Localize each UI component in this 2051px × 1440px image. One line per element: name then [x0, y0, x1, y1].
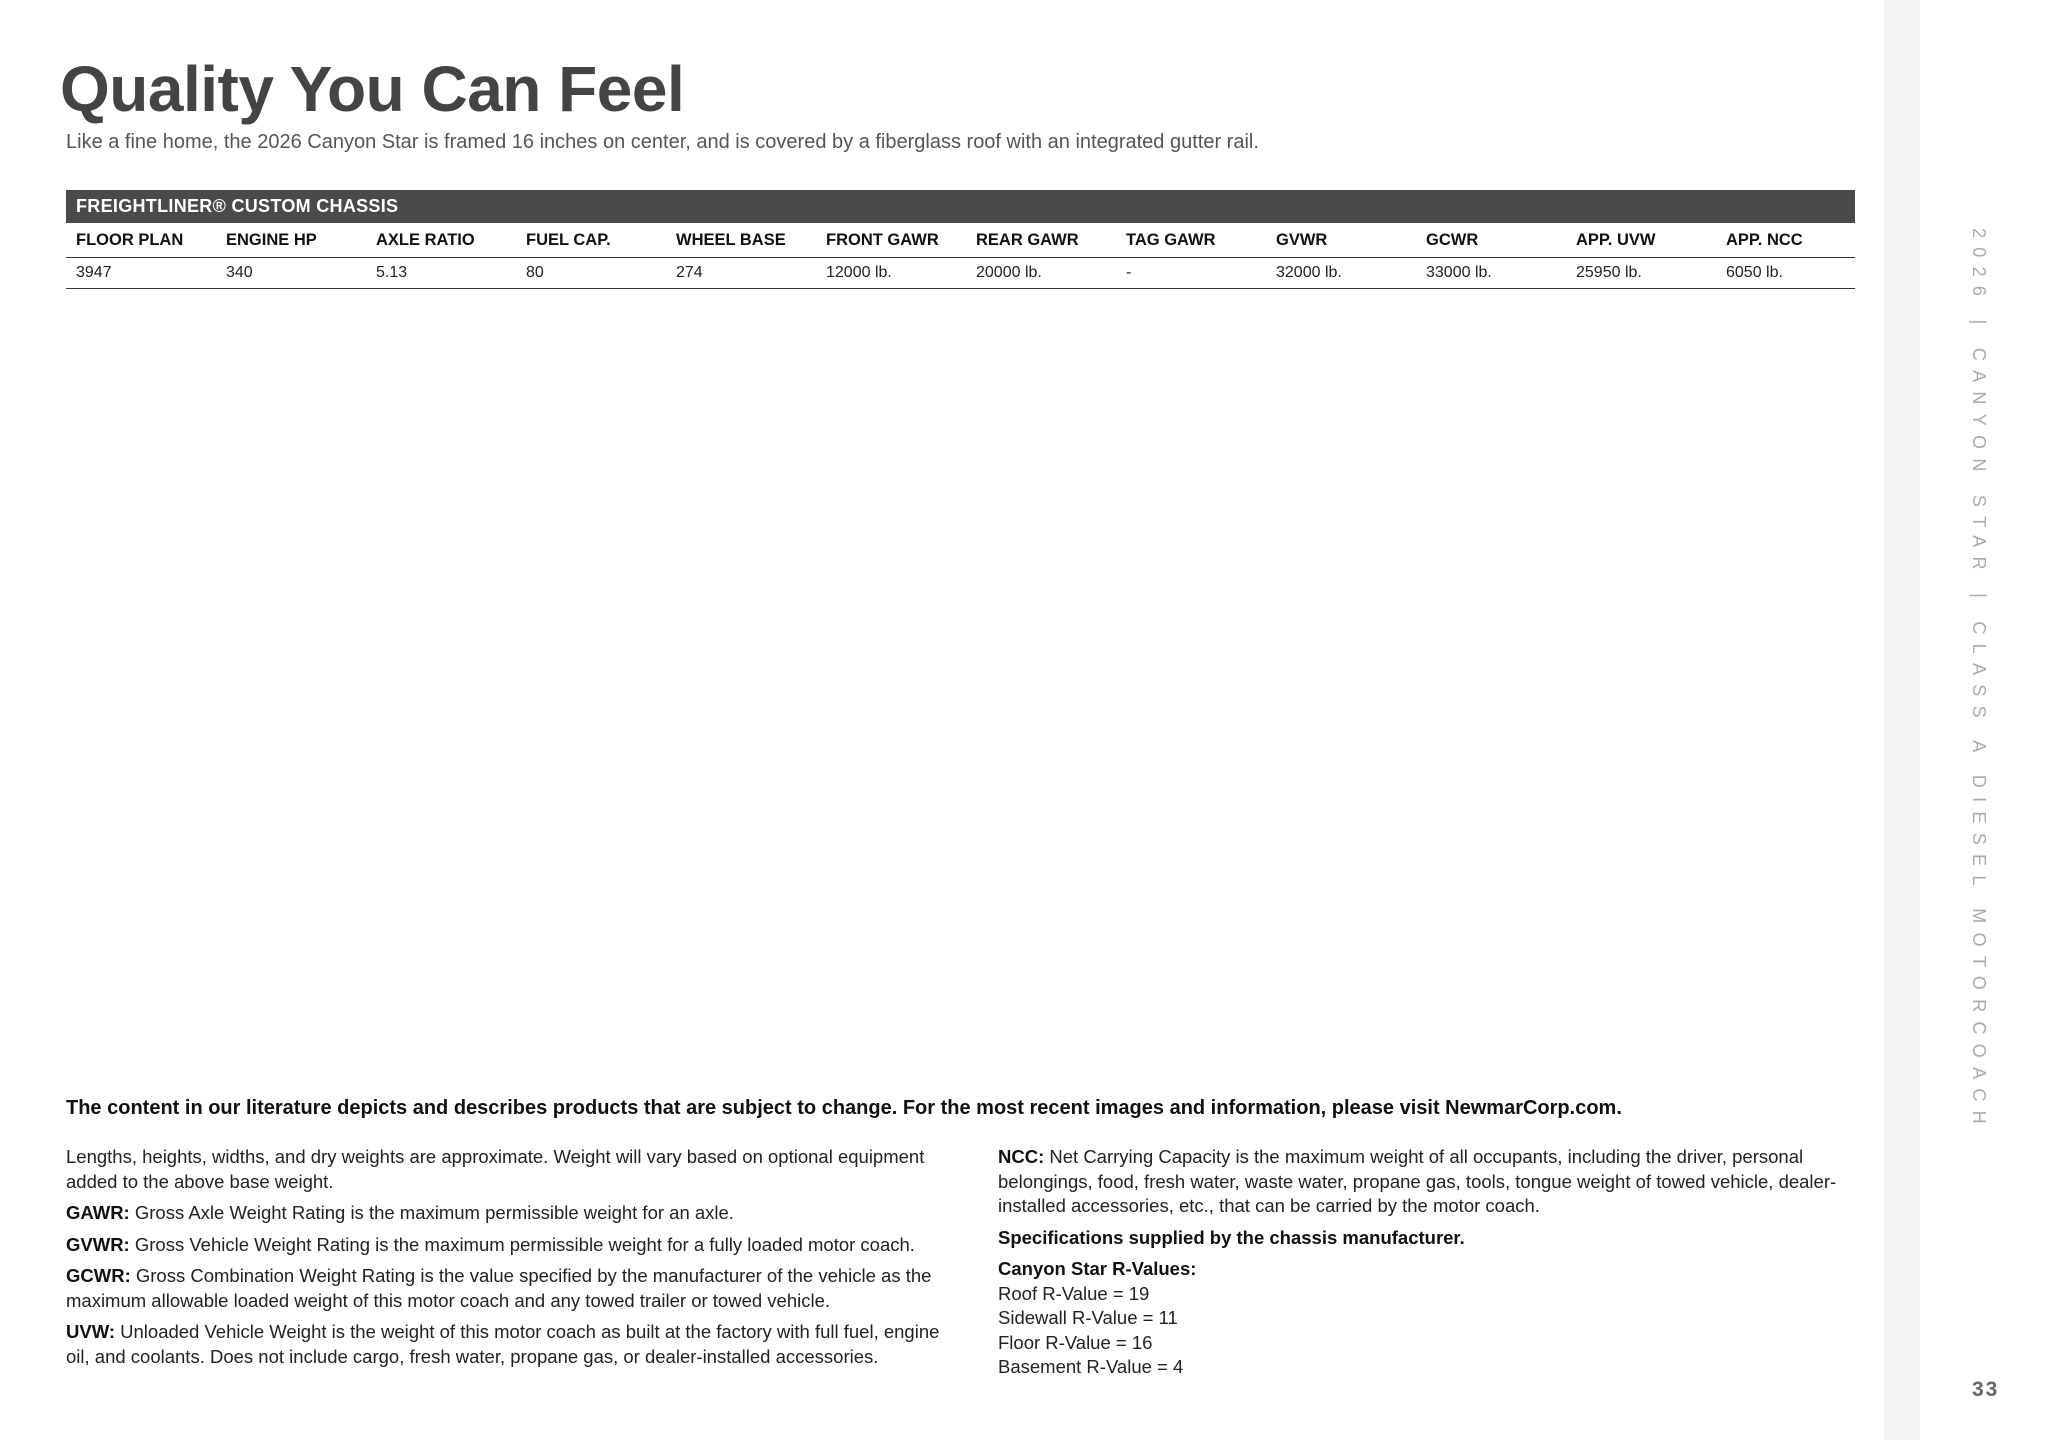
uvw-text: Unloaded Vehicle Weight is the weight of this motor coach as built at the factory with full fuel, engine oil, and coolants. Does not include cargo, fresh water, propane gas, or dealer-installed accessories. — [66, 1321, 940, 1367]
ncc-text: Net Carrying Capacity is the maximum weight of all occupants, including the driver, personal belongings, food, fresh water, waste water, propane gas, tools, tongue weight of towed vehicle, dealer-installed accessories, etc., that can be carried by the motor coach. — [998, 1146, 1837, 1216]
table-banner-row — [66, 190, 1855, 223]
ncc-term: NCC: — [998, 1146, 1045, 1167]
column-header: GVWR — [1266, 223, 1416, 258]
table-cell: 80 — [516, 258, 666, 289]
table-cell: 32000 lb. — [1266, 258, 1416, 289]
gcwr-definition — [66, 1264, 946, 1313]
r-values-block — [998, 1257, 1858, 1380]
gvwr-definition — [66, 1233, 946, 1258]
column-header: FRONT GAWR — [816, 223, 966, 258]
r-value-basement: Basement R-Value = 4 — [998, 1356, 1184, 1377]
table-cell: 20000 lb. — [966, 258, 1116, 289]
page-number: 33 — [1972, 1378, 2000, 1401]
side-divider-strip — [1884, 0, 1920, 1440]
chassis-spec-table — [66, 190, 1855, 289]
uvw-definition — [66, 1320, 946, 1369]
column-header: GCWR — [1416, 223, 1566, 258]
table-cell: - — [1116, 258, 1266, 289]
disclaimer-text: The content in our literature depicts and describes products that are subject to change. For the most recent images and information, please visit NewmarCorp.com. — [66, 1097, 1622, 1119]
approximate-note: Lengths, heights, widths, and dry weights are approximate. Weight will vary based on optional equipment added to the above base weight. — [66, 1146, 925, 1192]
column-header: APP. NCC — [1716, 223, 1855, 258]
specs-supplied-text: Specifications supplied by the chassis manufacturer. — [998, 1226, 1465, 1248]
column-header: WHEEL BASE — [666, 223, 816, 258]
r-value-roof: Roof R-Value = 19 — [998, 1282, 1150, 1304]
r-values-title: Canyon Star R-Values: — [998, 1258, 1197, 1279]
gawr-definition — [66, 1201, 946, 1226]
definitions-left-column — [66, 1145, 946, 1376]
page-title: Quality You Can Feel — [60, 53, 685, 125]
ncc-definition — [998, 1145, 1858, 1219]
gawr-term: GAWR: — [66, 1202, 130, 1223]
gcwr-text: Gross Combination Weight Rating is the value specified by the manufacturer of the vehicle as the maximum allowable loaded weight of this motor coach and any towed trailer or towed vehicle. — [66, 1265, 932, 1311]
uvw-term: UVW: — [66, 1321, 115, 1342]
table-cell: 25950 lb. — [1566, 258, 1716, 289]
column-header: FLOOR PLAN — [66, 223, 216, 258]
gvwr-term: GVWR: — [66, 1233, 130, 1255]
column-header: FUEL CAP. — [516, 223, 666, 258]
table-cell: 3947 — [66, 258, 216, 289]
definitions-right-column — [998, 1145, 1858, 1387]
gawr-text: Gross Axle Weight Rating is the maximum permissible weight for an axle. — [129, 1202, 734, 1223]
gvwr-text: Gross Vehicle Weight Rating is the maximum permissible weight for a fully loaded motor coach. — [129, 1233, 915, 1255]
column-header: ENGINE HP — [216, 223, 366, 258]
page-subtitle: Like a fine home, the 2026 Canyon Star is framed 16 inches on center, and is covered by a fiberglass roof with an integrated gutter rail. — [66, 131, 1259, 153]
table-header-row — [66, 223, 1855, 258]
table-cell: 274 — [666, 258, 816, 289]
vertical-series-label: 2026 | CANYON STAR | CLASS A DIESEL MOTORCOACH — [1969, 228, 1989, 1133]
specs-supplied-note — [998, 1226, 1858, 1251]
column-header: TAG GAWR — [1116, 223, 1266, 258]
table-cell: 5.13 — [366, 258, 516, 289]
table-cell: 6050 lb. — [1716, 258, 1855, 289]
r-value-sidewall: Sidewall R-Value = 11 — [998, 1307, 1178, 1328]
r-value-floor: Floor R-Value = 16 — [998, 1331, 1153, 1353]
column-header: APP. UVW — [1566, 223, 1716, 258]
column-header: REAR GAWR — [966, 223, 1116, 258]
table-cell: 12000 lb. — [816, 258, 966, 289]
table-cell: 33000 lb. — [1416, 258, 1566, 289]
table-banner: FREIGHTLINER® CUSTOM CHASSIS — [66, 190, 1855, 223]
column-header: AXLE RATIO — [366, 223, 516, 258]
table-row — [66, 258, 1855, 289]
table-cell: 340 — [216, 258, 366, 289]
gcwr-term: GCWR: — [66, 1265, 131, 1286]
